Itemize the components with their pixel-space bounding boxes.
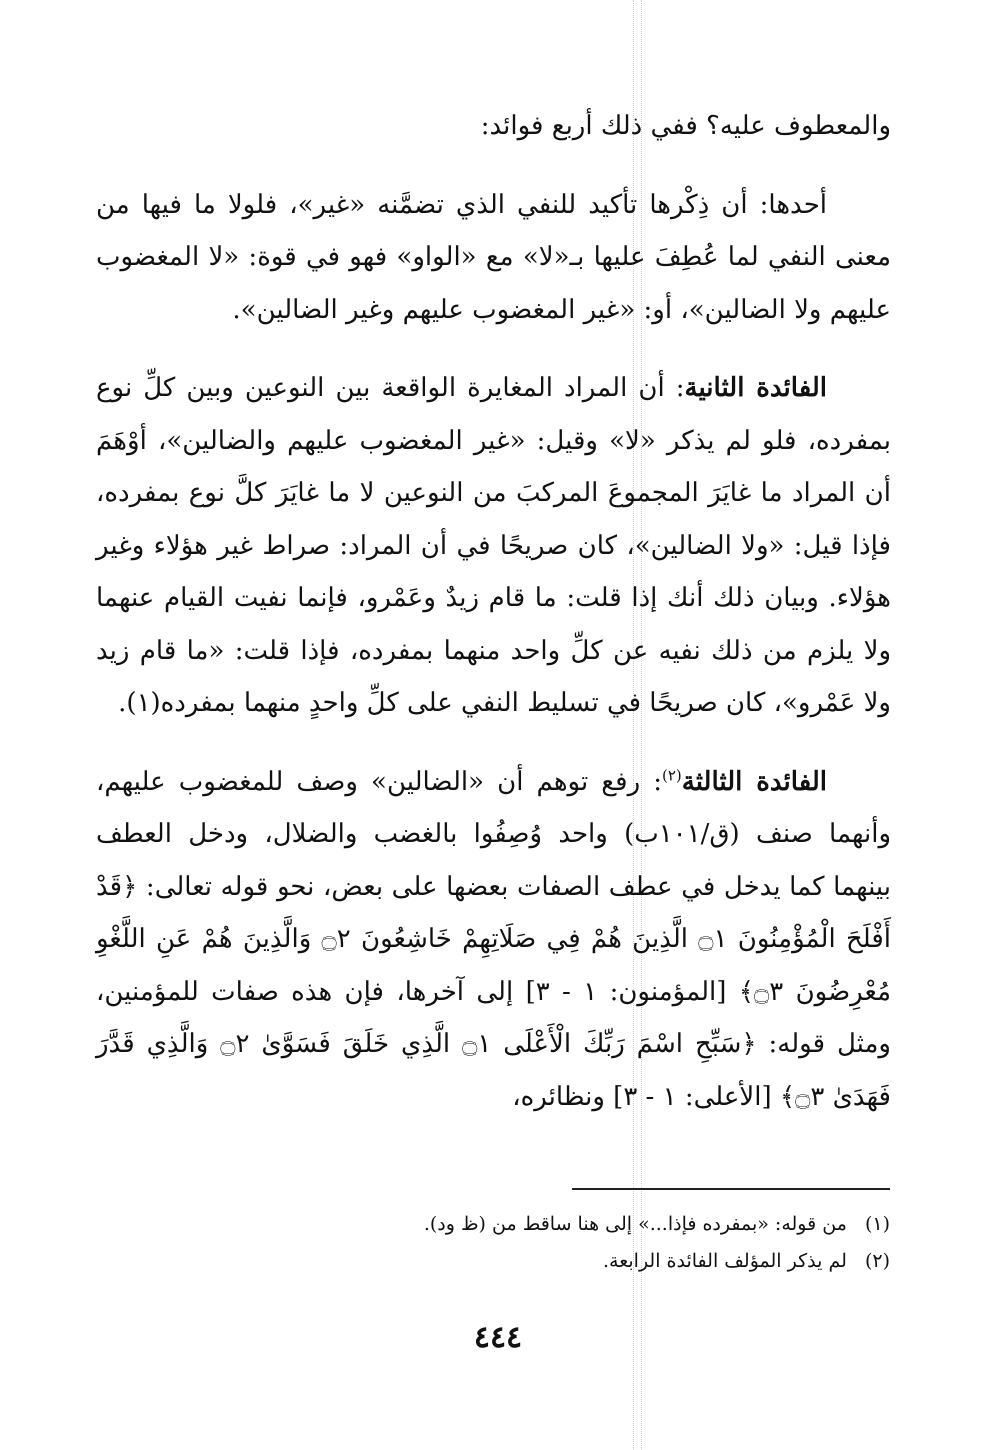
paragraph-first-benefit bbox=[96, 179, 891, 337]
paragraph-second-benefit bbox=[96, 362, 891, 730]
paragraph-text: : رفع توهم أن «الضالين» وصف للمغضوب عليهم، وأنهما صنف (ق/١٠١ب) واحد وُصِفُوا بالغضب والضلال، ودخل العطف بينهما كما يدخل في عطف الصفات بعضها على بعض، نحو قوله تعالى: ﴿قَدْ أَفْلَحَ الْمُؤْمِنُونَ ۝١ الَّذِينَ هُمْ فِي صَلَاتِهِمْ خَاشِعُونَ ۝٢ وَالَّذِينَ هُمْ عَنِ اللَّغْوِ مُعْرِضُونَ ۝٣﴾ [المؤمنون: ١ - ٣] إلى آخرها، فإن هذه صفات للمؤمنين، ومثل قوله: ﴿سَبِّحِ اسْمَ رَبِّكَ الْأَعْلَى ۝١ الَّذِي خَلَقَ فَسَوَّىٰ ۝٢ وَالَّذِي قَدَّرَ فَهَدَىٰ ۝٣﴾ [الأعلى: ١ - ٣] ونظائره، bbox=[96, 766, 891, 1112]
footnote-text: من قوله: «بمفرده فإذا...» إلى هنا ساقط من (ظ ود). bbox=[423, 1213, 847, 1235]
footnote-marker: (٢) bbox=[661, 765, 682, 784]
footnote-item bbox=[300, 1243, 890, 1280]
footnote-text: لم يذكر المؤلف الفائدة الرابعة. bbox=[602, 1250, 847, 1272]
footnote-number: (٢) bbox=[864, 1250, 890, 1272]
paragraph-third-benefit bbox=[96, 756, 891, 1124]
section-heading: الفائدة الثانية bbox=[684, 373, 827, 403]
page-number: ٤٤٤ bbox=[473, 1320, 523, 1355]
paragraph-intro bbox=[96, 100, 891, 153]
footnote-item bbox=[300, 1206, 890, 1243]
main-text bbox=[96, 100, 891, 1123]
footnote-separator bbox=[572, 1188, 890, 1190]
paragraph-text: أحدها: أن ذِكْرها تأكيد للنفي الذي تضمَّنه «غير»، فلولا ما فيها من معنى النفي لما عُطِفَ عليها بـ«لا» مع «الواو» فهو في قوة: «لا المغضوب عليهم ولا الضالين»، أو: «غير المغضوب عليهم وغير الضالين». bbox=[96, 189, 891, 325]
section-heading: الفائدة الثالثة bbox=[681, 766, 827, 797]
footnotes bbox=[300, 1206, 890, 1280]
paragraph-text: والمعطوف عليه؟ ففي ذلك أربع فوائد: bbox=[480, 111, 891, 141]
paragraph-text: : أن المراد المغايرة الواقعة بين النوعين وبين كلِّ نوع بمفرده، فلو لم يذكر «لا» وقيل: «غير المغضوب عليهم والضالين»، أوْهَمَ أن المراد ما غايَرَ المجموعَ المركبَ من النوعين لا ما غايَرَ كلَّ نوع بمفرده، فإذا قيل: «ولا الضالين»، كان صريحًا في أن المراد: صراط غير هؤلاء وغير هؤلاء. وبيان ذلك أنك إذا قلت: ما قام زيدٌ وعَمْرو، فإنما نفيت القيام عنهما ولا يلزم من ذلك نفيه عن كلِّ واحد منهما بمفرده، فإذا قلت: «ما قام زيد ولا عَمْرو»، كان صريحًا في تسليط النفي على كلِّ واحدٍ منهما بمفرده(١). bbox=[96, 373, 891, 718]
footnote-number: (١) bbox=[864, 1213, 890, 1235]
